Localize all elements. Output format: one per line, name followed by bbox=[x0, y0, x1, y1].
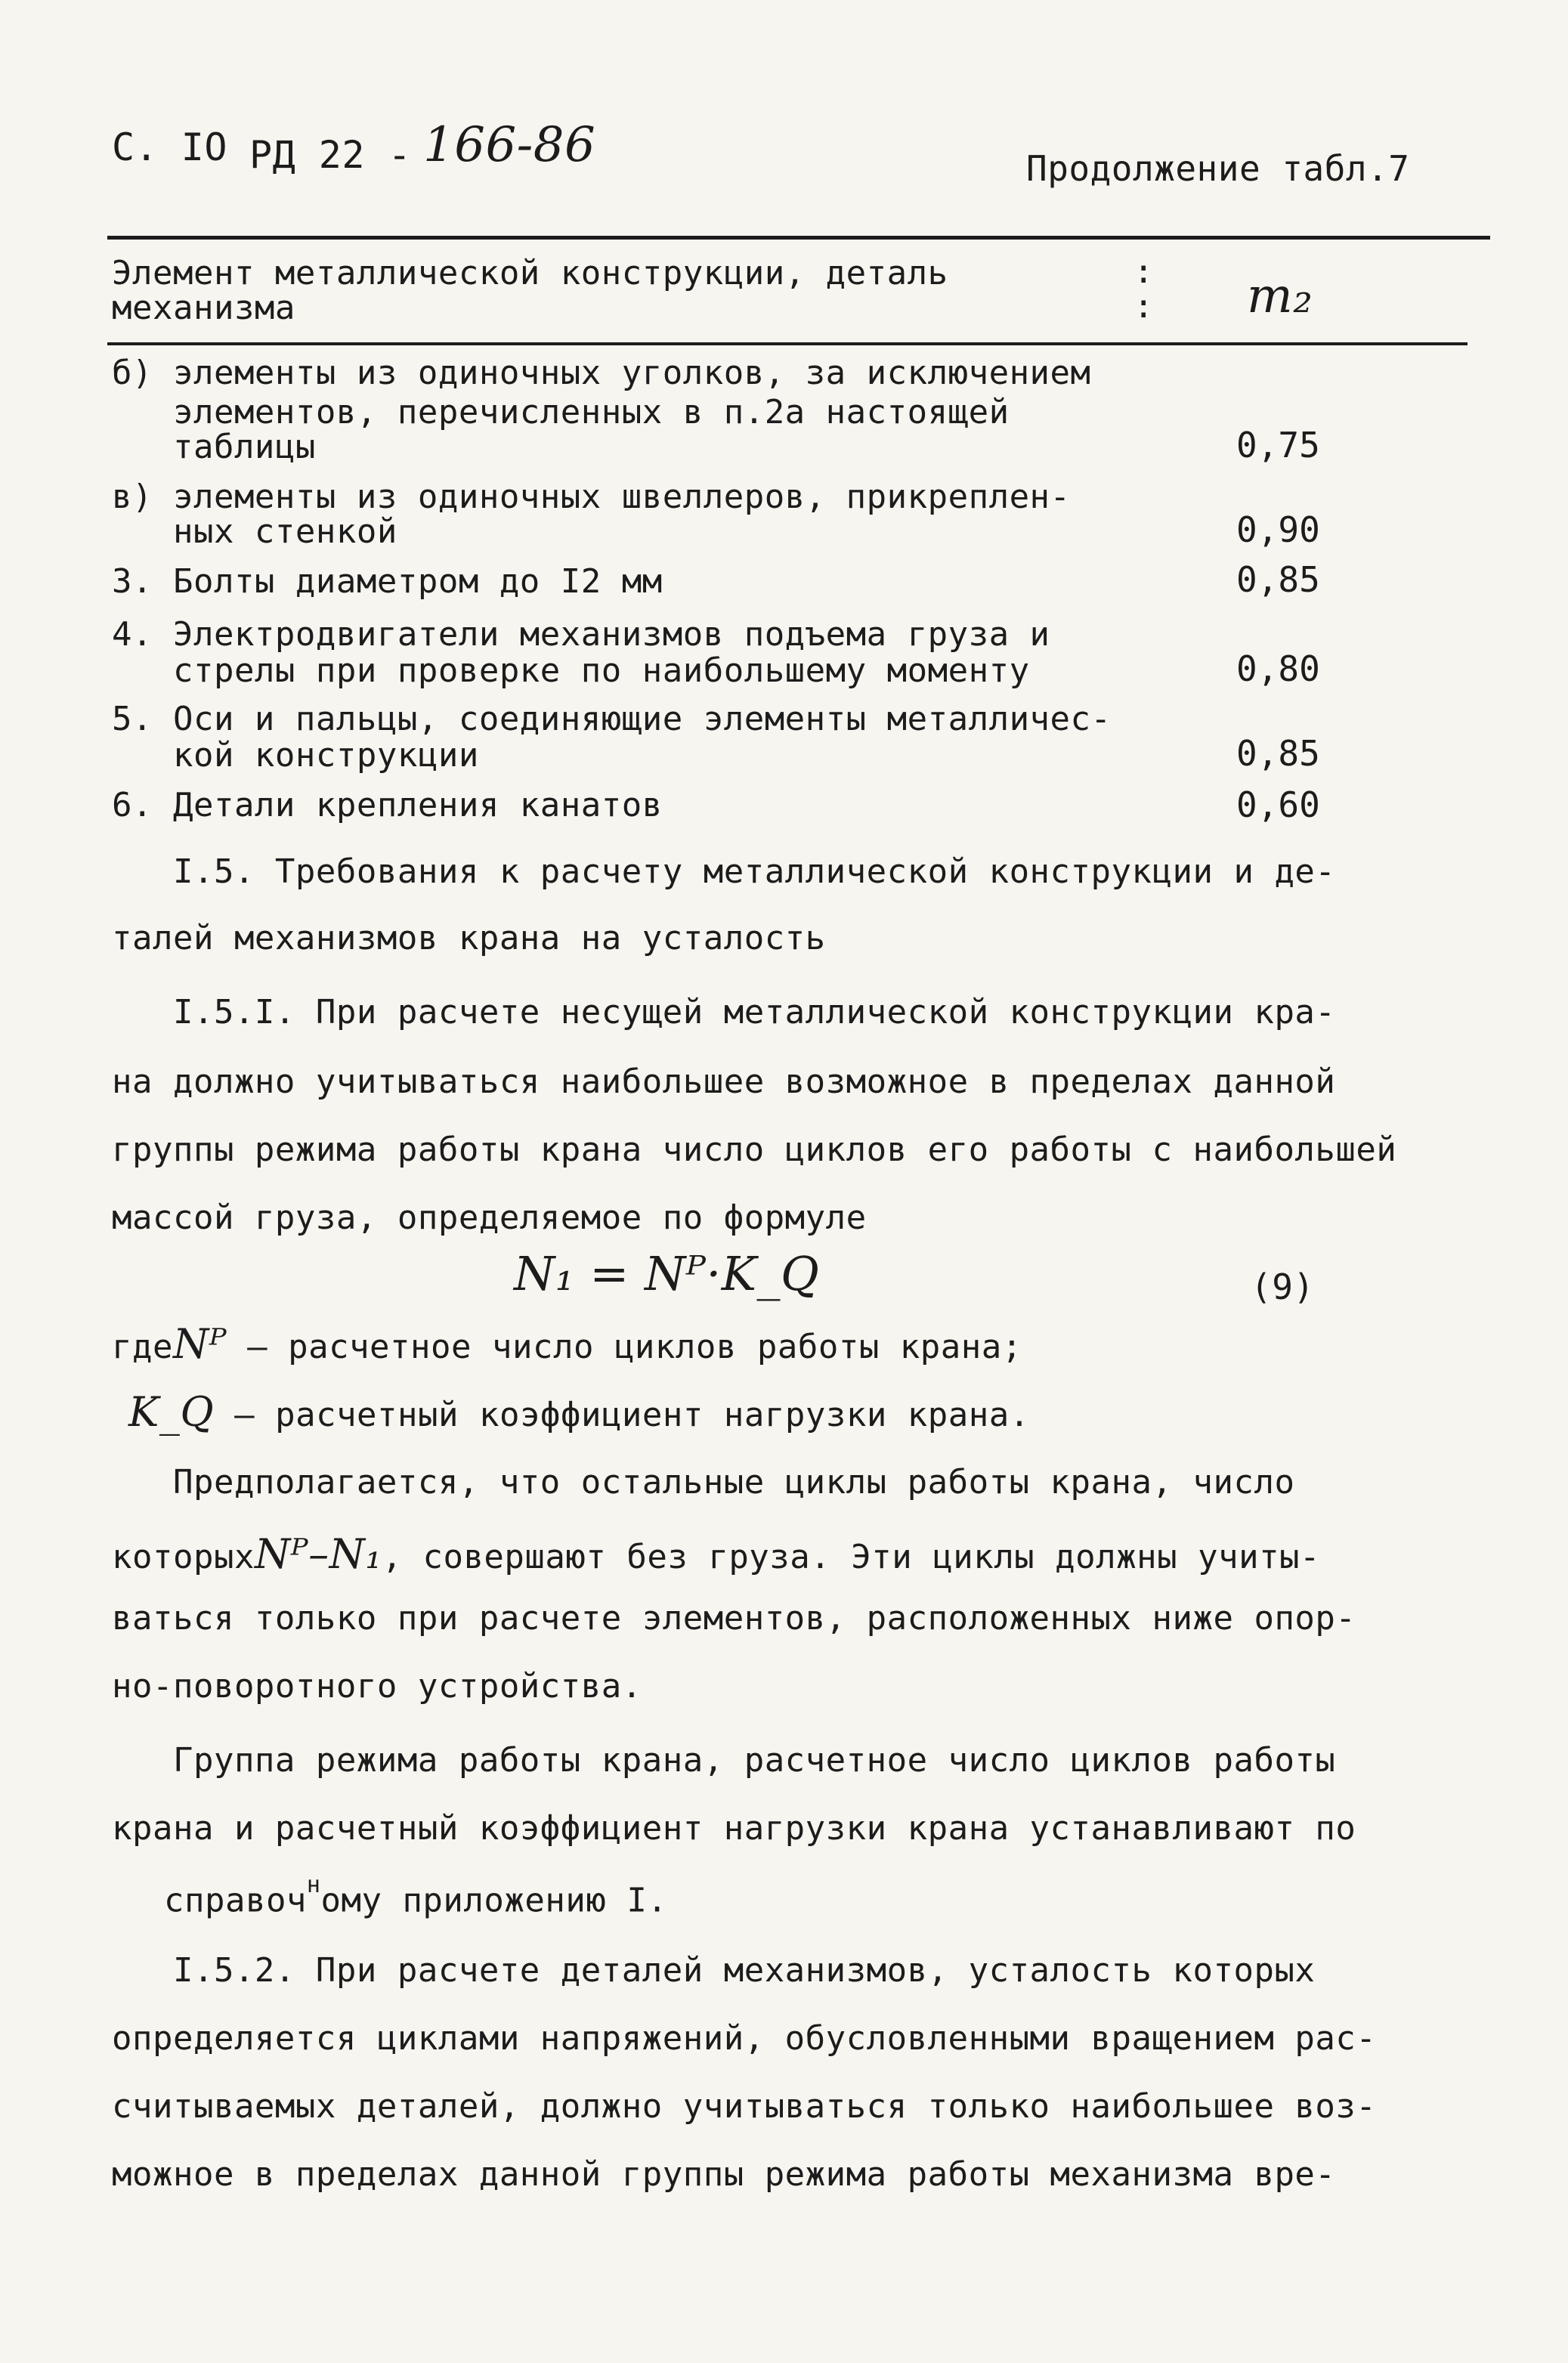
inline-text: которых bbox=[112, 1538, 255, 1576]
definition-line bbox=[112, 1320, 1022, 1368]
table-header-separator: : bbox=[1133, 252, 1154, 291]
row-text: кой конструкции bbox=[112, 736, 479, 775]
inline-text: , совершают без груза. Эти циклы должны учиты- bbox=[382, 1538, 1321, 1576]
definition-text: – расчетное число циклов работы крана; bbox=[227, 1328, 1022, 1366]
section-heading-1-5: I.5. Требования к расчету металлической конструкции и де- bbox=[112, 852, 1336, 891]
row-value: 0,75 bbox=[1236, 425, 1320, 465]
row-text: 3. Болты диаметром до I2 мм bbox=[112, 562, 663, 601]
row-value: 0,80 bbox=[1236, 648, 1320, 689]
row-value: 0,60 bbox=[1236, 784, 1320, 825]
row-value: 0,85 bbox=[1236, 559, 1320, 600]
paragraph-line: Предполагается, что остальные циклы работы крана, число bbox=[112, 1463, 1295, 1502]
row-text: б) элементы из одиночных уголков, за исключением bbox=[112, 354, 1091, 392]
definition-text: – расчетный коэффициент нагрузки крана. bbox=[214, 1396, 1030, 1434]
table-header-element-cont: механизма bbox=[112, 289, 295, 327]
row-text: 5. Оси и пальцы, соединяющие элементы металличес- bbox=[112, 700, 1112, 738]
row-text: 4. Электродвигатели механизмов подъема груза и bbox=[112, 615, 1050, 654]
paragraph-line: массой груза, определяемое по формуле bbox=[112, 1199, 867, 1237]
paragraph-line: можное в пределах данной группы режима работы механизма вре- bbox=[112, 2155, 1336, 2194]
inline-text: справоч bbox=[144, 1881, 307, 1920]
definition-symbol: Nᴾ bbox=[172, 1320, 227, 1368]
definition-prefix: где bbox=[112, 1328, 173, 1366]
paragraph-line: группы режима работы крана число циклов его работы с наибольшей bbox=[112, 1130, 1397, 1169]
definition-symbol: K_Q bbox=[128, 1388, 215, 1436]
row-text: ных стенкой bbox=[112, 512, 397, 551]
definition-line bbox=[128, 1388, 1030, 1436]
paragraph-line: крана и расчетный коэффициент нагрузки крана устанавливают по bbox=[112, 1809, 1356, 1848]
paragraph-line: на должно учитываться наибольшее возможное в пределах данной bbox=[112, 1062, 1336, 1101]
table-top-rule bbox=[107, 236, 1490, 240]
table-header-separator: : bbox=[1133, 287, 1154, 326]
paragraph-line bbox=[144, 1872, 668, 1920]
inline-formula: Nᴾ–N₁ bbox=[254, 1530, 382, 1578]
page-number: С. IO bbox=[112, 125, 228, 169]
inline-text: ому приложению I. bbox=[320, 1881, 668, 1920]
row-text: таблицы bbox=[112, 428, 316, 466]
paragraph-line: но-поворотного устройства. bbox=[112, 1667, 642, 1706]
row-value: 0,85 bbox=[1236, 733, 1320, 774]
row-text: в) элементы из одиночных швеллеров, прикреплен- bbox=[112, 478, 1071, 516]
paragraph-line: считываемых деталей, должно учитываться только наибольшее воз- bbox=[112, 2087, 1377, 2126]
doc-code-handwritten: 166-86 bbox=[423, 117, 596, 173]
paragraph-line bbox=[112, 1530, 1321, 1578]
row-text: стрелы при проверке по наибольшему моменту bbox=[112, 651, 1030, 690]
table-continuation-label: Продолжение табл.7 bbox=[1026, 148, 1410, 189]
paragraph-line: I.5.I. При расчете несущей металлической конструкции кра- bbox=[112, 993, 1336, 1031]
paragraph-line: ваться только при расчете элементов, расположенных ниже опор- bbox=[112, 1599, 1356, 1638]
section-heading-1-5-cont: талей механизмов крана на усталость bbox=[112, 919, 826, 957]
table-header-element: Элемент металлической конструкции, деталь bbox=[112, 254, 948, 292]
row-text: 6. Детали крепления канатов bbox=[112, 786, 663, 824]
formula-number: (9) bbox=[1251, 1267, 1315, 1307]
formula: N₁ = Nᴾ·K_Q bbox=[514, 1246, 820, 1301]
table-header-m2: m₂ bbox=[1247, 268, 1313, 324]
doc-code: РД 22 - bbox=[249, 133, 412, 177]
paragraph-line: I.5.2. При расчете деталей механизмов, усталость которых bbox=[112, 1951, 1316, 1990]
paragraph-line: определяется циклами напряжений, обусловленными вращением рас- bbox=[112, 2019, 1377, 2058]
paragraph-line: Группа режима работы крана, расчетное число циклов работы bbox=[112, 1741, 1336, 1780]
inline-superscript: н bbox=[306, 1872, 321, 1898]
row-text: элементов, перечисленных в п.2а настоящей bbox=[112, 393, 1010, 431]
row-value: 0,90 bbox=[1236, 509, 1320, 550]
table-header-rule bbox=[107, 342, 1467, 345]
